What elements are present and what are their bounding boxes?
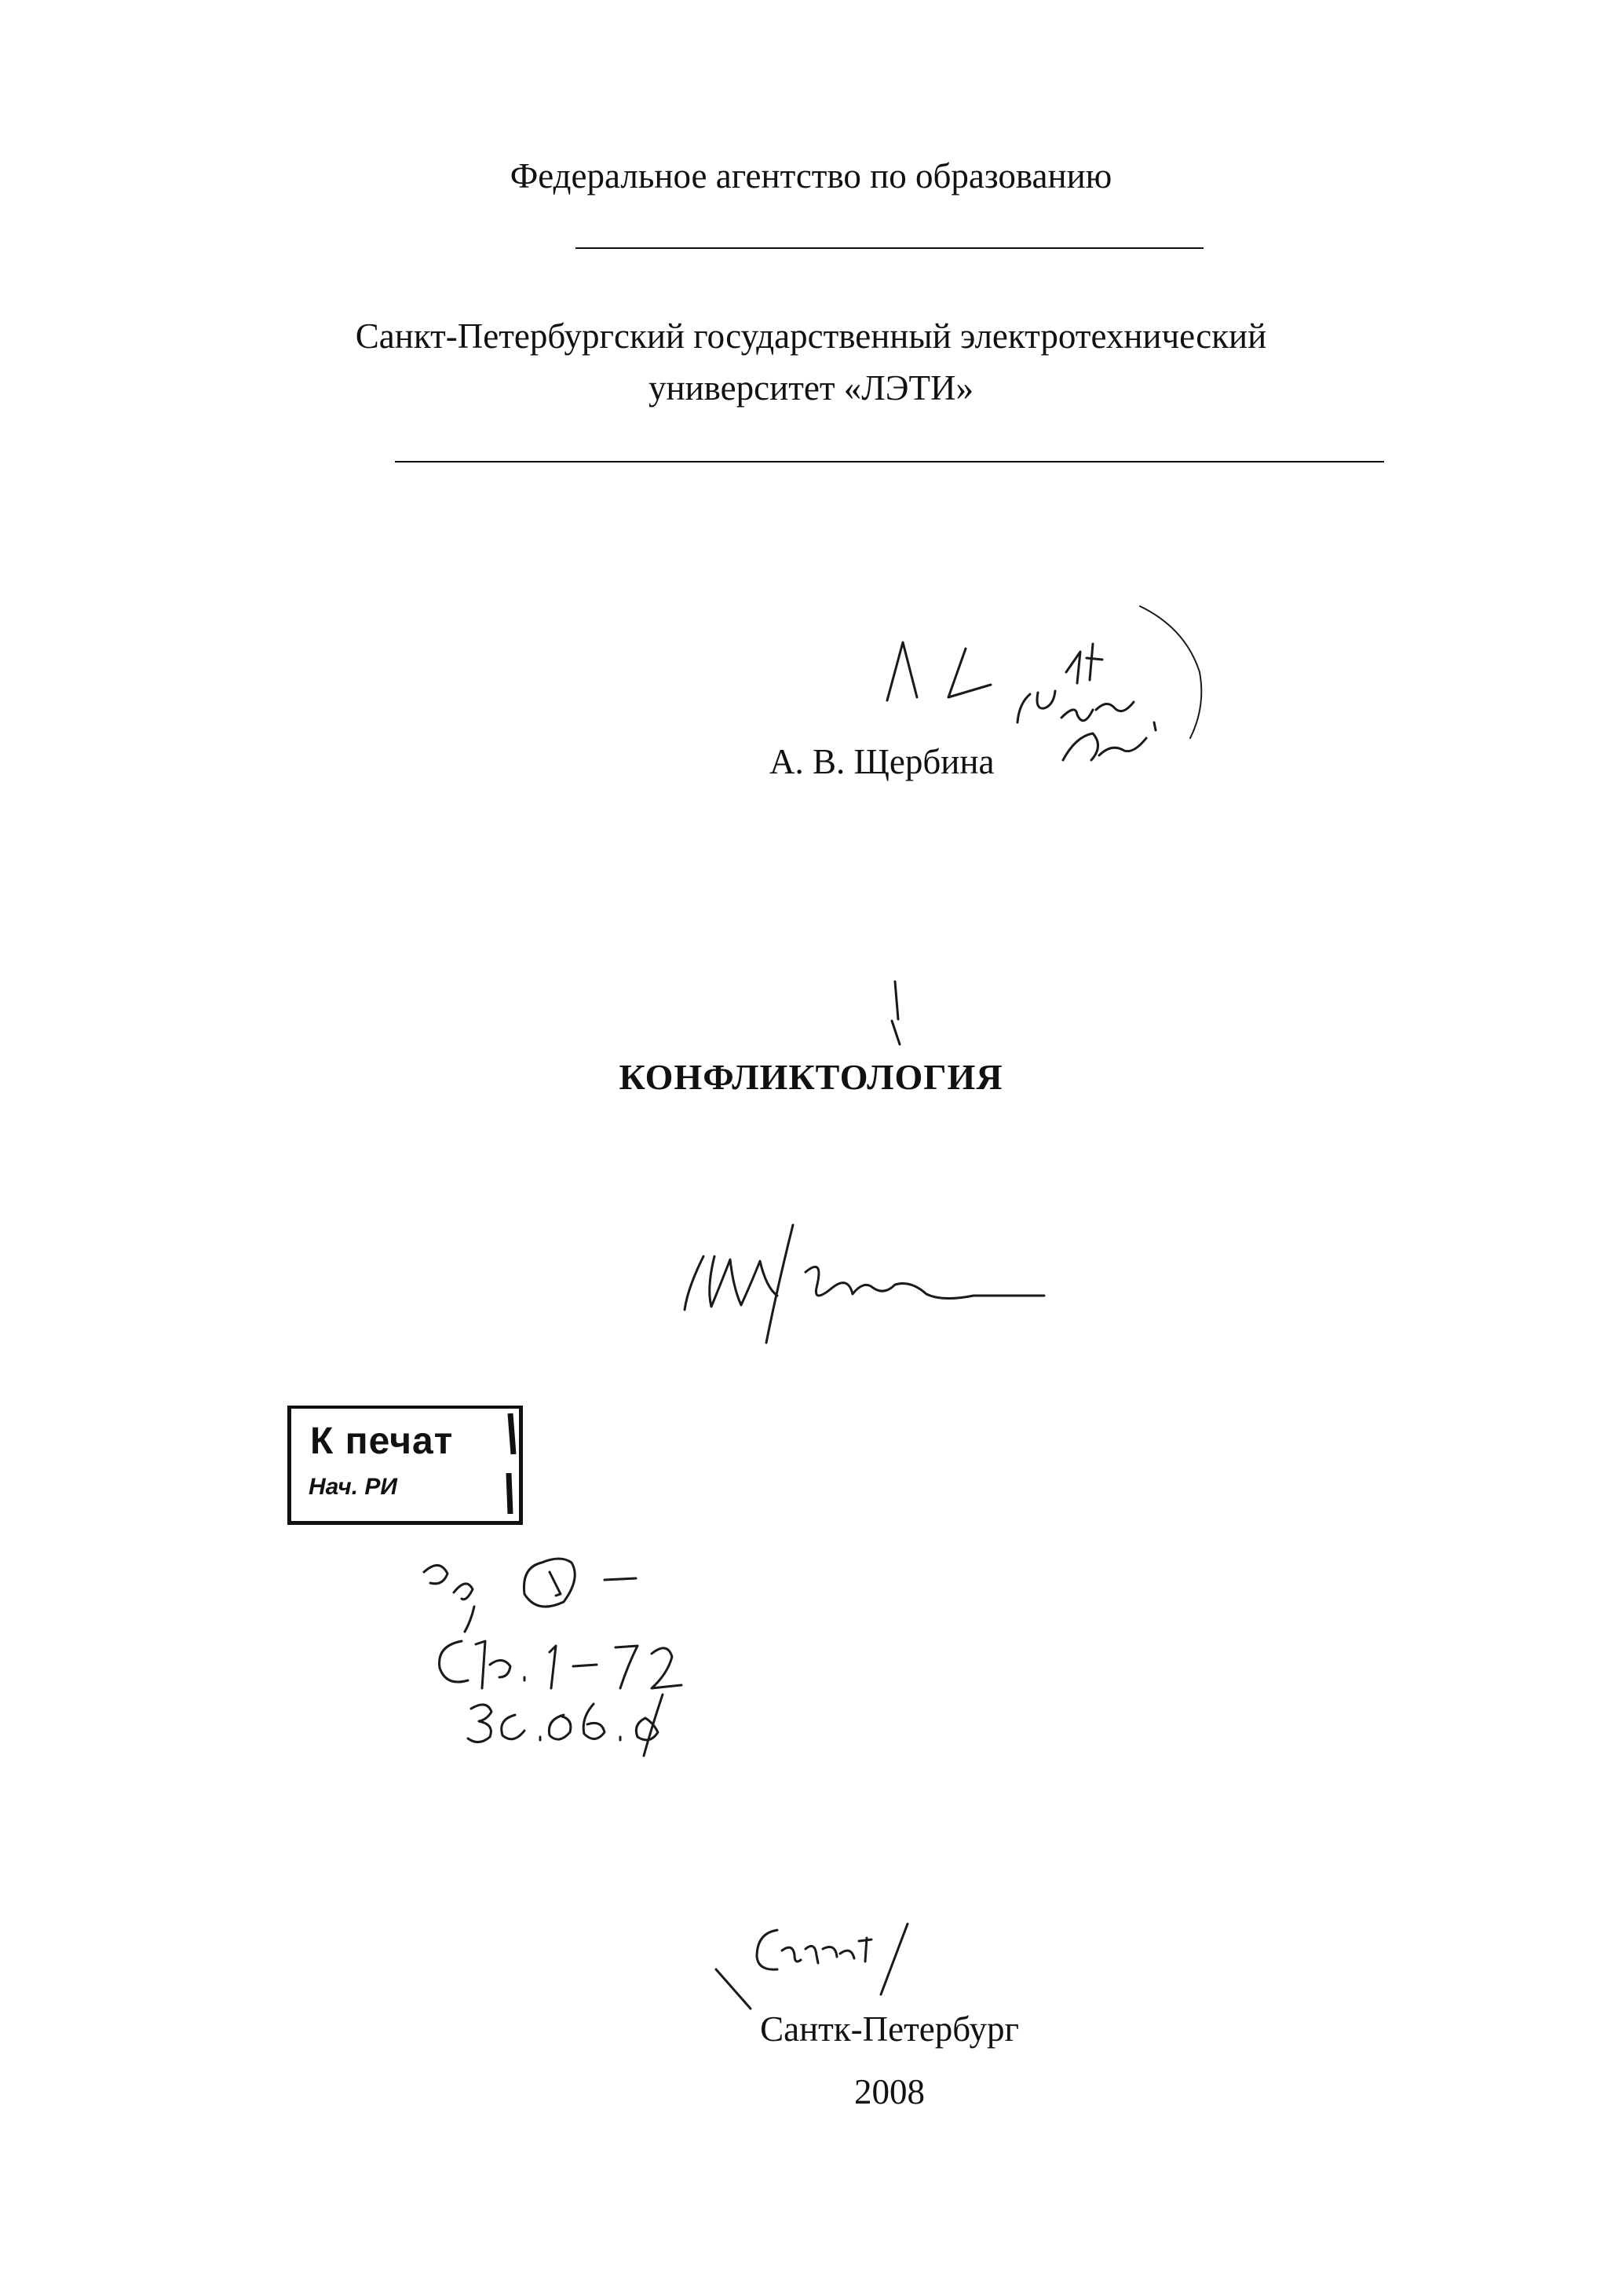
document-title: КОНФЛИКТОЛОГИЯ <box>619 1057 1003 1097</box>
university-name-line1: Санкт-Петербургский государственный электротехнический <box>355 316 1267 356</box>
handwritten-signature <box>685 1225 1044 1343</box>
header-divider-long <box>395 461 1384 462</box>
stamp-sub-text: Нач. РИ <box>309 1474 397 1500</box>
agency-name: Федеральное агентство по образованию <box>510 156 1112 196</box>
publication-year: 2008 <box>854 2072 925 2111</box>
header-divider-short <box>575 247 1204 249</box>
handwritten-city-correction <box>716 1924 908 2009</box>
author-name: А. В. Щербина <box>769 742 995 781</box>
handwritten-tick <box>892 982 900 1044</box>
university-name-line2: университет «ЛЭТИ» <box>648 368 974 408</box>
handwritten-note-top <box>887 606 1201 760</box>
publication-city: Сантк-Петербург <box>760 2009 1019 2049</box>
handwritten-registration-note <box>424 1559 681 1756</box>
stamp-main-text: К печат <box>310 1420 454 1462</box>
